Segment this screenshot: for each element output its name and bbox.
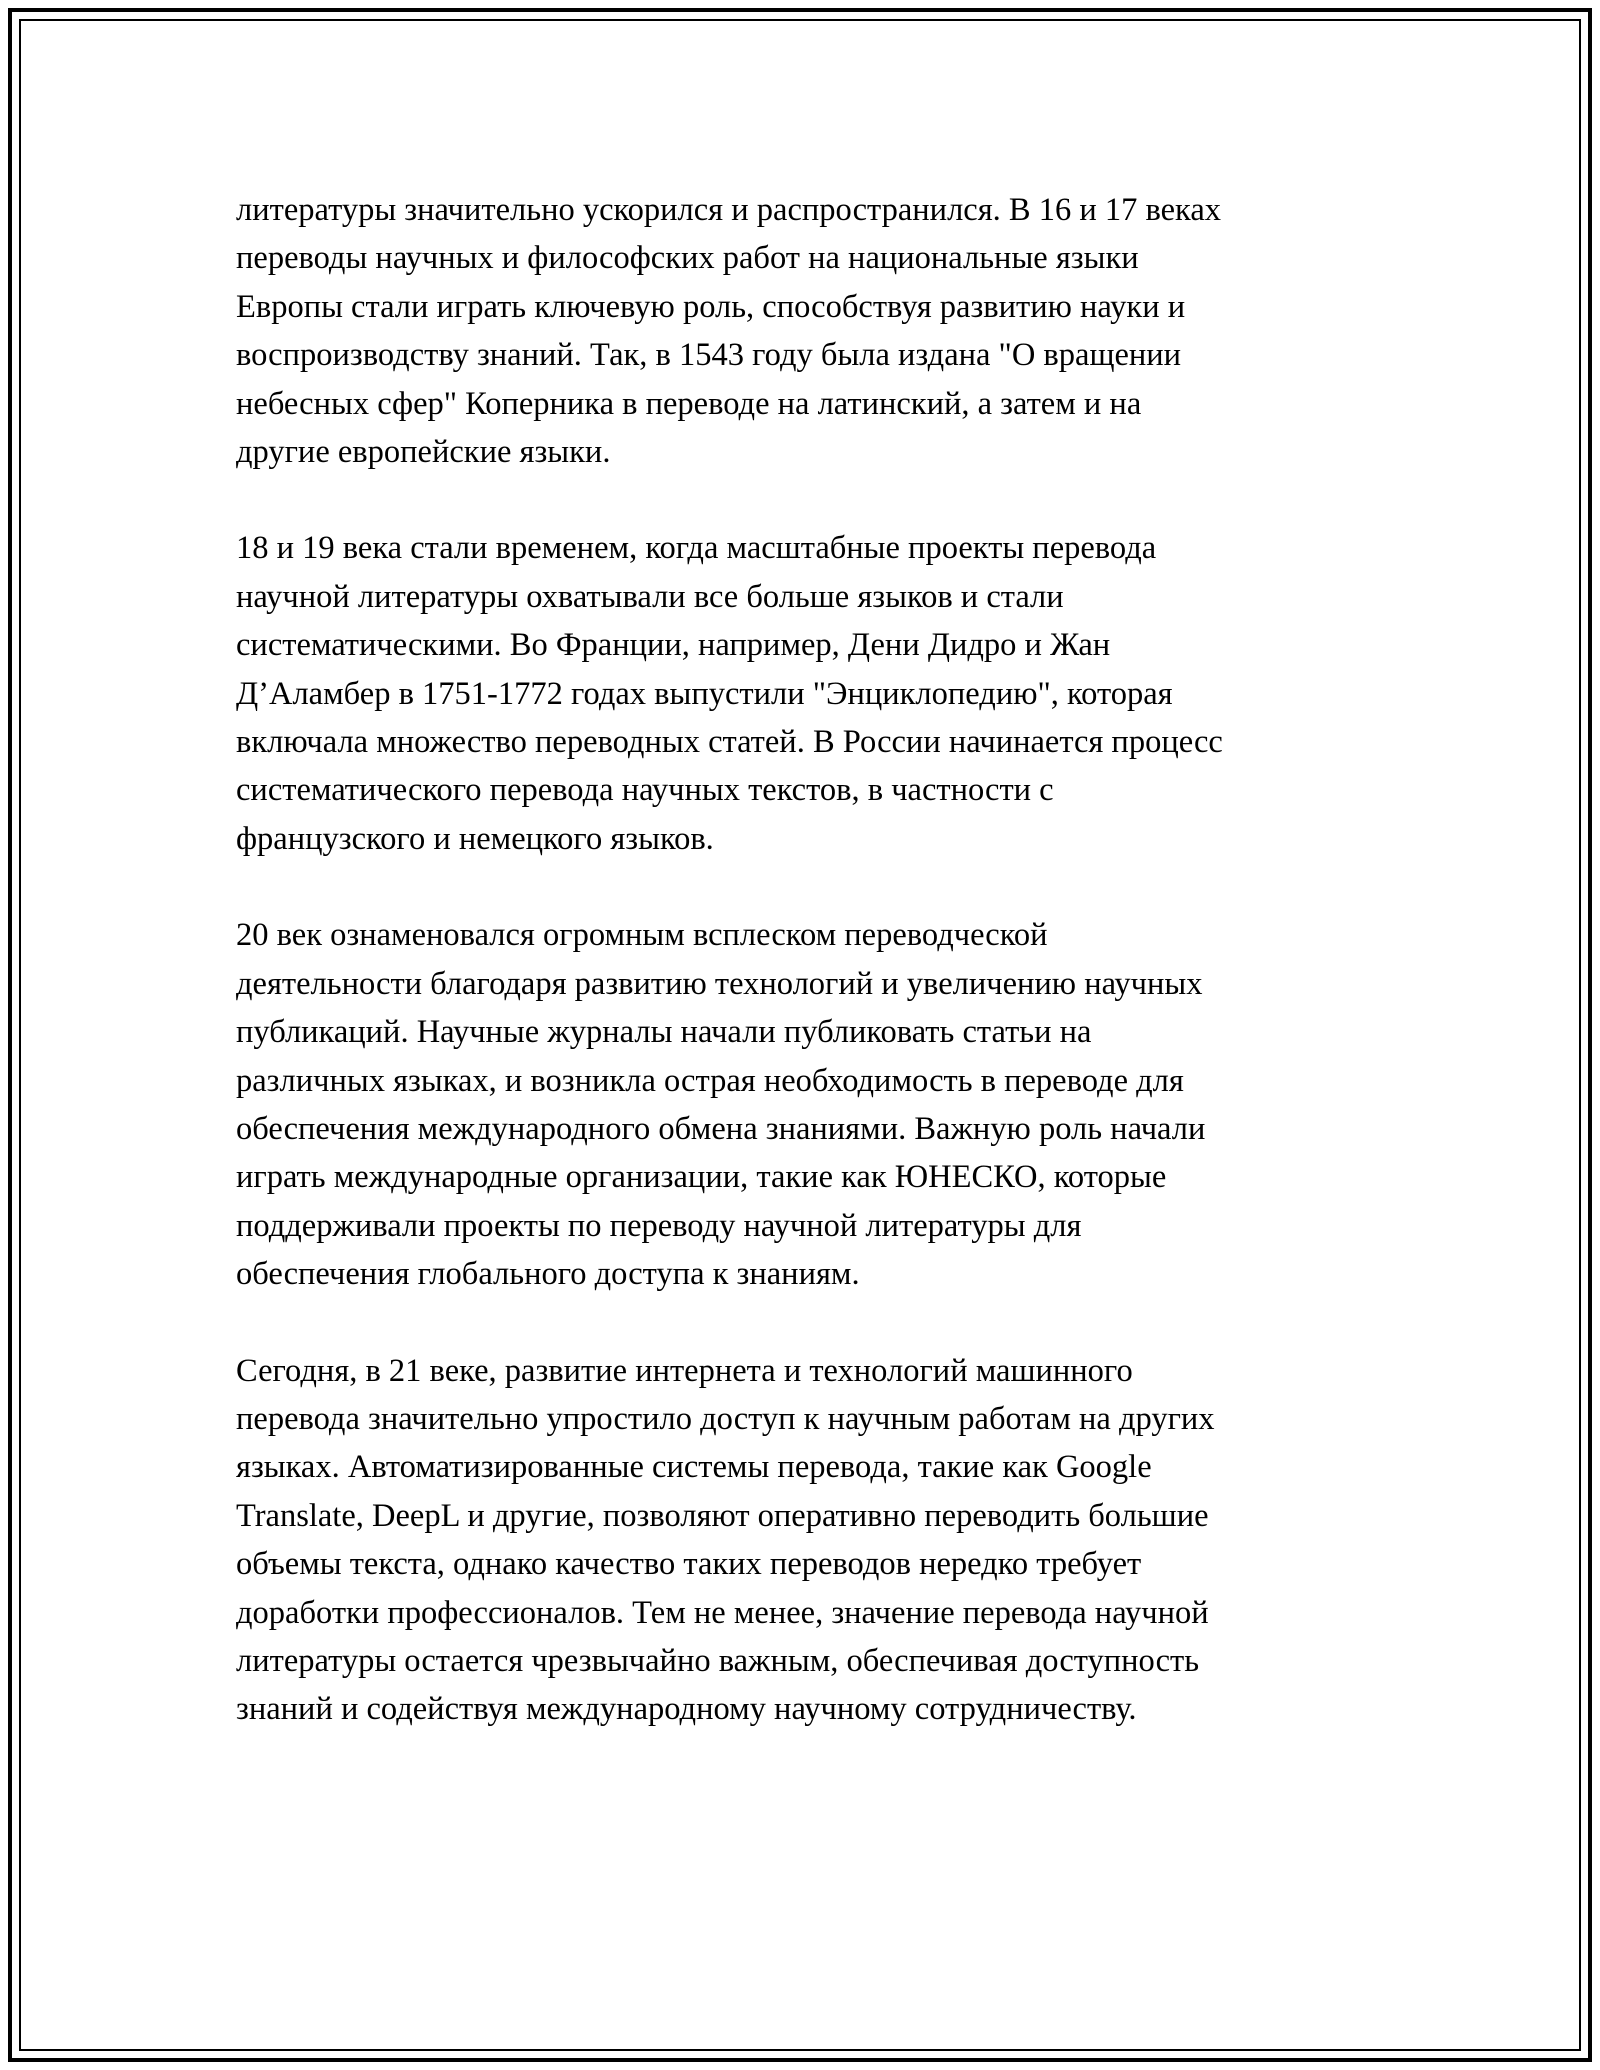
paragraph-translation-16-17-centuries: литературы значительно ускорился и распространился. В 16 и 17 веках переводы научных и философских работ на национальные языки Европы стали играть ключевую роль, способствуя развитию науки и воспроизводству знаний. Так, в 1543 году была издана "О вращении небесных сфер" Коперника в переводе на латинский, а затем и на другие европейские языки. xyxy=(236,192,1222,471)
paragraph-translation-18-19-centuries: 18 и 19 века стали временем, когда масштабные проекты перевода научной литературы охватывали все больше языков и стали систематическими. Во Франции, например, Дени Дидро и Жан Д’Аламбер в 1751-1772 годах выпустили "Энциклопедию", которая включала множество переводных статей. В России начинается процесс систематического перевода научных текстов, в частности с французского и немецкого языков. xyxy=(236,530,1223,857)
paragraph-translation-20-century: 20 век ознаменовался огромным всплеском переводческой деятельности благодаря развитию технологий и увеличению научных публикаций. Научные журналы начали публиковать статьи на различных языках, и возникла острая необходимость в переводе для обеспечения международного обмена знаниями. Важную роль начали играть международные организации, такие как ЮНЕСКО, которые поддерживали проекты по переводу научной литературы для обеспечения глобального доступа к знаниям. xyxy=(236,917,1206,1293)
paragraph-translation-21-century: Сегодня, в 21 веке, развитие интернета и технологий машинного перевода значительно упростило доступ к научным работам на других языках. Автоматизированные системы перевода, такие как Google Translate, DeepL и другие, позволяют оперативно переводить большие объемы текста, однако качество таких переводов нередко требует доработки профессионалов. Тем не менее, значение перевода научной литературы остается чрезвычайно важным, обеспечивая доступность знаний и содействуя международному научному сотрудничеству. xyxy=(236,1352,1215,1728)
document-body xyxy=(236,186,1366,1782)
